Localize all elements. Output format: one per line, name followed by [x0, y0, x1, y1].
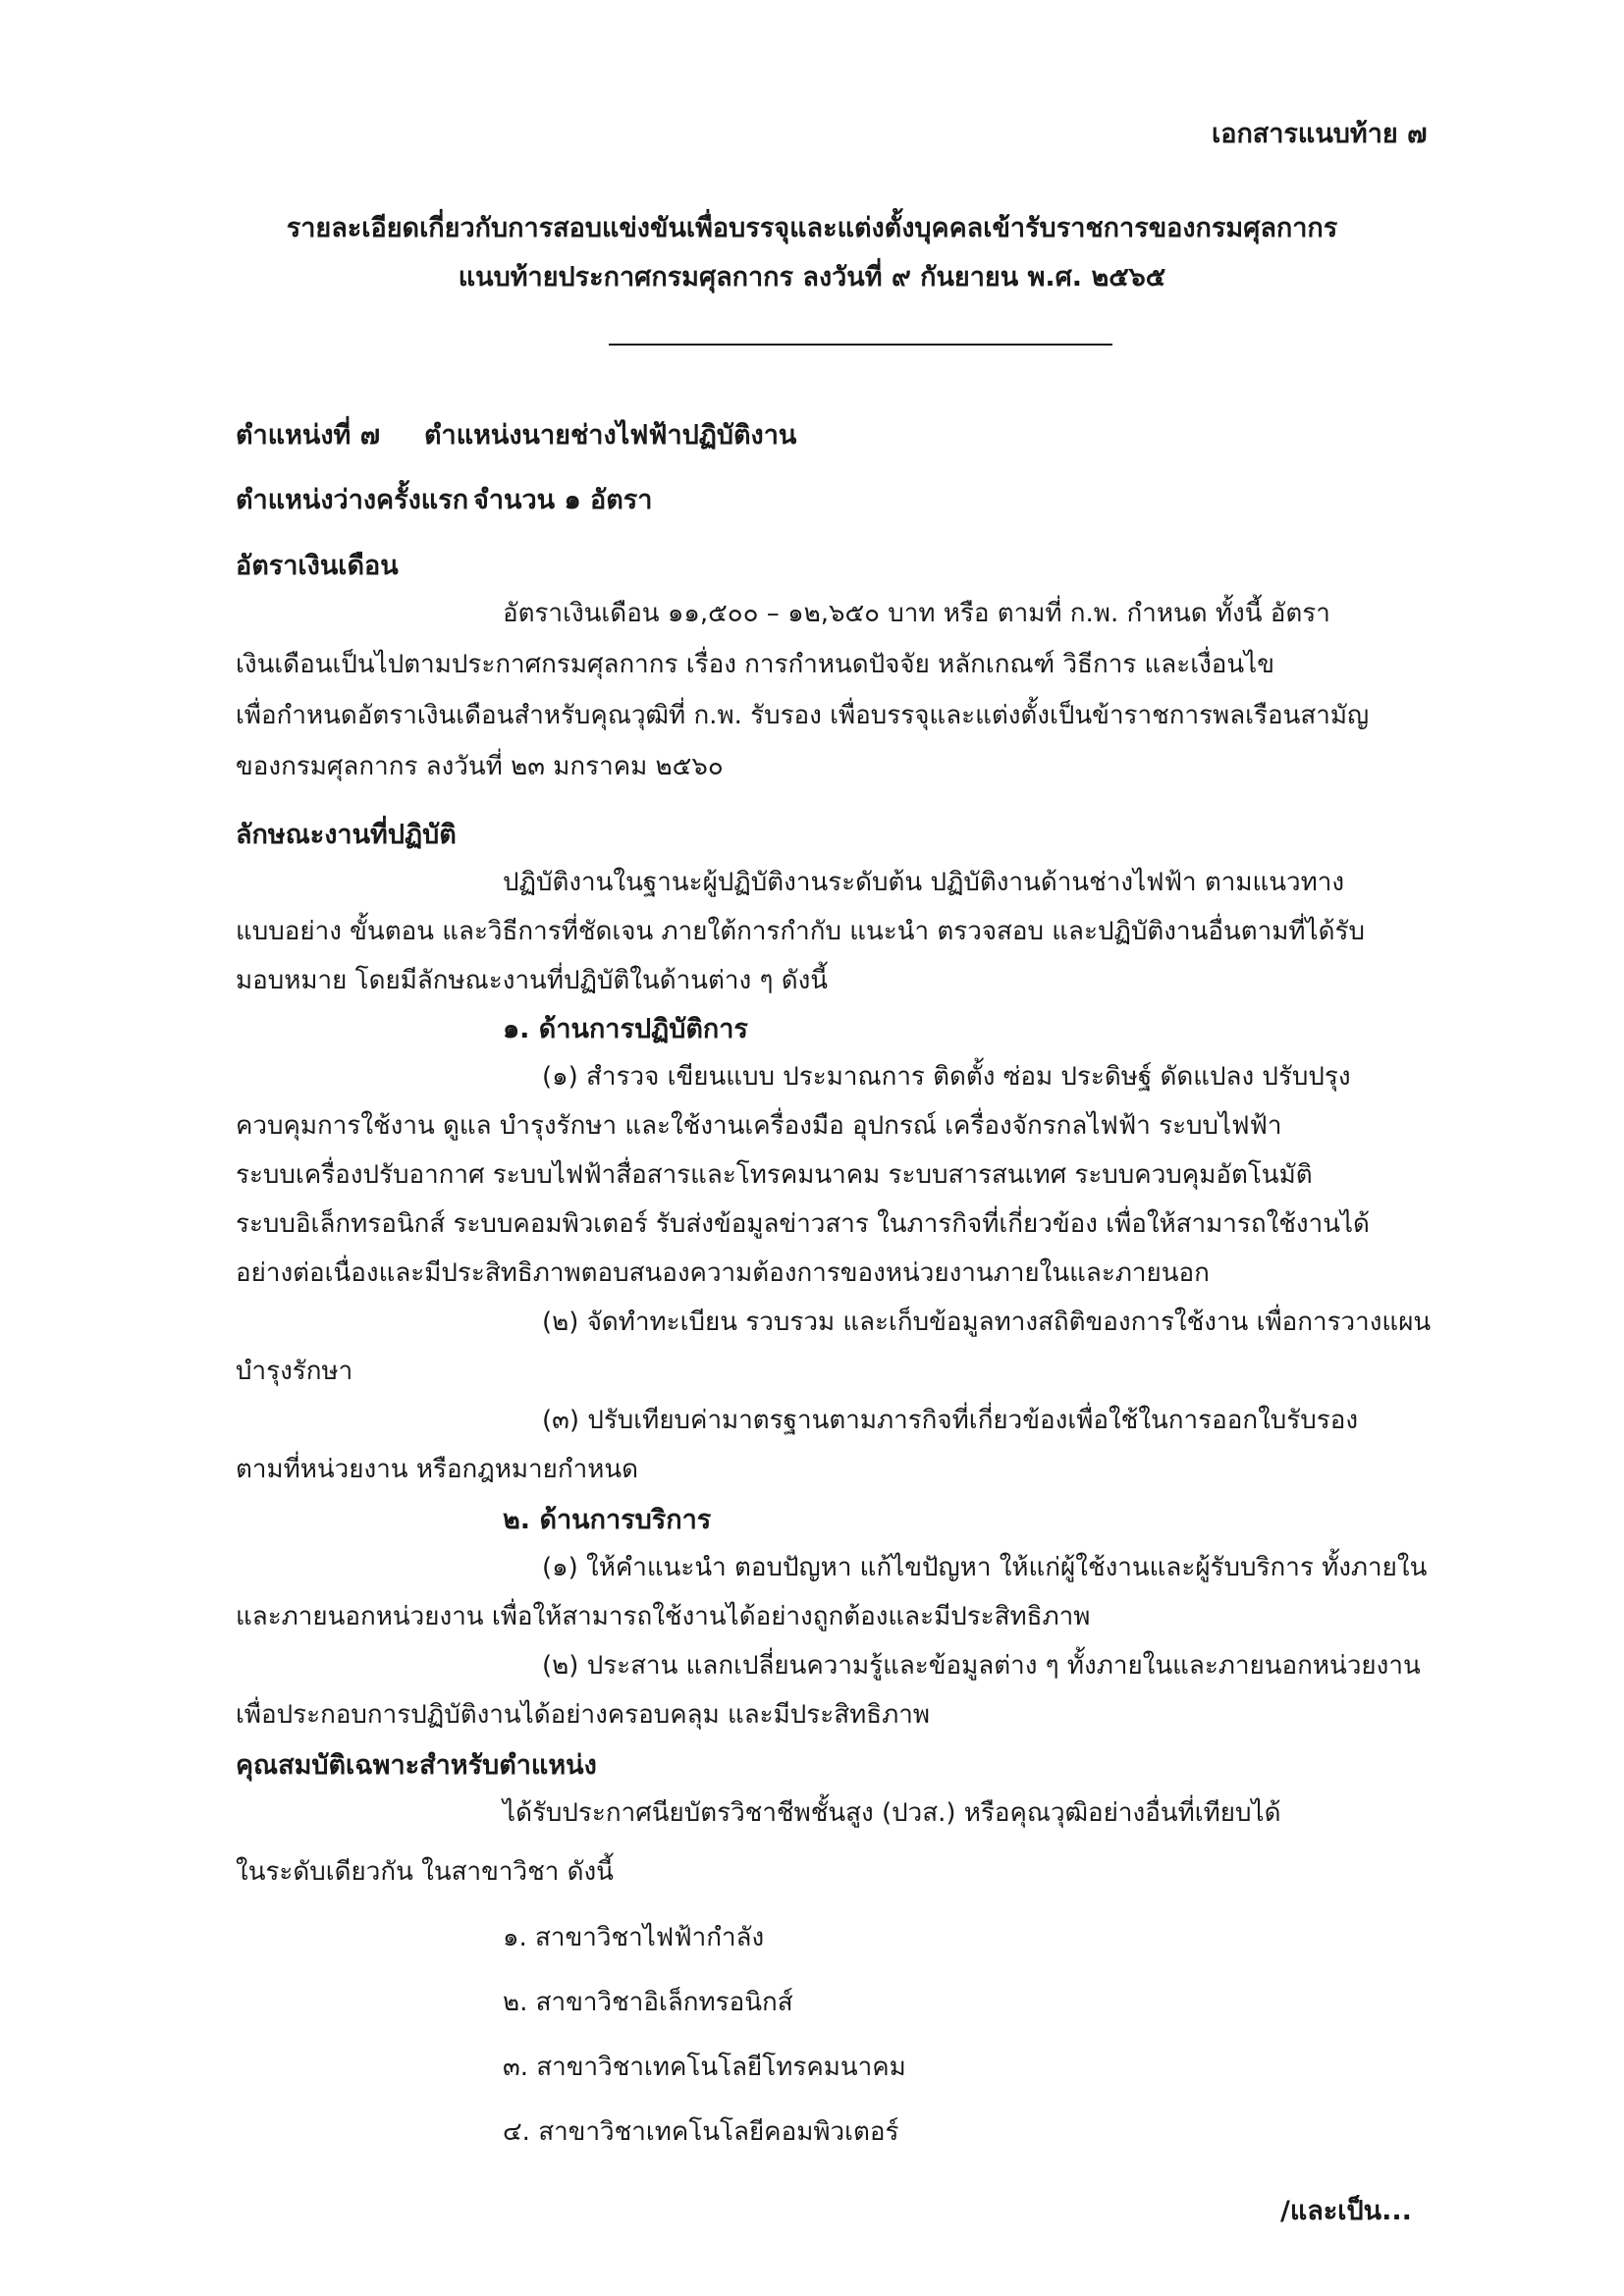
section-service-heading: ๒. ด้านการบริการ [503, 1505, 712, 1535]
qualifications-intro-line: ในระดับเดียวกัน ในสาขาวิชา ดังนี้ [236, 1857, 614, 1887]
qualification-field-item: ๓. สาขาวิชาเทคโนโลยีโทรคมนาคม [503, 2053, 906, 2082]
document-title-line-2: แนบท้ายประกาศกรมศุลกากร ลงวันที่ ๙ กันยายน พ.ศ. ๒๕๖๕ [458, 262, 1166, 293]
continuation-marker: /และเป็น... [1280, 2196, 1412, 2226]
salary-line: ของกรมศุลกากร ลงวันที่ ๒๓ มกราคม ๒๕๖๐ [236, 752, 724, 781]
duties-intro-line: ปฏิบัติงานในฐานะผู้ปฏิบัติงานระดับต้น ปฏิบัติงานด้านช่างไฟฟ้า ตามแนวทาง [503, 868, 1345, 897]
document-title-line-1: รายละเอียดเกี่ยวกับการสอบแข่งขันเพื่อบรรจุและแต่งตั้งบุคคลเข้ารับราชการของกรมศุลกากร [286, 213, 1338, 243]
operations-item-1-line: อย่างต่อเนื่องและมีประสิทธิภาพตอบสนองความต้องการของหน่วยงานภายในและภายนอก [236, 1258, 1210, 1288]
service-item-1-line: และภายนอกหน่วยงาน เพื่อให้สามารถใช้งานได้อย่างถูกต้องและมีประสิทธิภาพ [236, 1602, 1091, 1631]
service-item-2-line: (๒) ประสาน แลกเปลี่ยนความรู้และข้อมูลต่าง ๆ ทั้งภายในและภายนอกหน่วยงาน [542, 1651, 1421, 1681]
operations-item-1-line: ระบบอิเล็กทรอนิกส์ ระบบคอมพิวเตอร์ รับส่งข้อมูลข่าวสาร ในภารกิจที่เกี่ยวข้อง เพื่อให้สามารถใช้งานได้ [236, 1209, 1370, 1239]
operations-item-1-line: (๑) สำรวจ เขียนแบบ ประมาณการ ติดตั้ง ซ่อม ประดิษฐ์ ดัดแปลง ปรับปรุง [542, 1062, 1351, 1092]
duties-intro-line: มอบหมาย โดยมีลักษณะงานที่ปฏิบัติในด้านต่าง ๆ ดังนี้ [236, 966, 829, 995]
vacancy-label: ตำแหน่งว่างครั้งแรก [236, 485, 469, 515]
qualifications-intro-line: ได้รับประกาศนียบัตรวิชาชีพชั้นสูง (ปวส.) หรือคุณวุฒิอย่างอื่นที่เทียบได้ [503, 1798, 1281, 1828]
qualification-field-item: ๒. สาขาวิชาอิเล็กทรอนิกส์ [503, 1988, 793, 2017]
position-number: ตำแหน่งที่ ๗ [236, 420, 381, 451]
operations-item-1-line: ควบคุมการใช้งาน ดูแล บำรุงรักษา และใช้งานเครื่องมือ อุปกรณ์ เครื่องจักรกลไฟฟ้า ระบบไฟฟ้า [236, 1111, 1282, 1141]
salary-line: อัตราเงินเดือน ๑๑,๕๐๐ – ๑๒,๖๕๐ บาท หรือ ตามที่ ก.พ. กำหนด ทั้งนี้ อัตรา [503, 599, 1330, 628]
annex-label: เอกสารแนบท้าย ๗ [1212, 119, 1428, 149]
operations-item-3-line: ตามที่หน่วยงาน หรือกฎหมายกำหนด [236, 1455, 639, 1484]
vacancy-count: จำนวน ๑ อัตรา [473, 485, 653, 515]
operations-item-1-line: ระบบเครื่องปรับอากาศ ระบบไฟฟ้าสื่อสารและโทรคมนาคม ระบบสารสนเทศ ระบบควบคุมอัตโนมัติ [236, 1160, 1313, 1190]
duties-intro-line: แบบอย่าง ขั้นตอน และวิธีการที่ชัดเจน ภายใต้การกำกับ แนะนำ ตรวจสอบ และปฏิบัติงานอื่นตามที่ได้รับ [236, 917, 1365, 946]
operations-item-3-line: (๓) ปรับเทียบค่ามาตรฐานตามภารกิจที่เกี่ยวข้องเพื่อใช้ในการออกใบรับรอง [542, 1406, 1359, 1435]
qualification-field-item: ๑. สาขาวิชาไฟฟ้ากำลัง [503, 1923, 765, 1952]
service-item-2-line: เพื่อประกอบการปฏิบัติงานได้อย่างครอบคลุม และมีประสิทธิภาพ [236, 1700, 930, 1730]
qualification-field-item: ๔. สาขาวิชาเทคโนโลยีคอมพิวเตอร์ [503, 2117, 899, 2147]
salary-line: เงินเดือนเป็นไปตามประกาศกรมศุลกากร เรื่อง การกำหนดปัจจัย หลักเกณฑ์ วิธีการ และเงื่อนไข [236, 650, 1275, 679]
operations-item-2-line: บำรุงรักษา [236, 1357, 353, 1386]
salary-heading: อัตราเงินเดือน [236, 551, 399, 581]
section-operations-heading: ๑. ด้านการปฏิบัติการ [503, 1014, 748, 1044]
qualifications-heading: คุณสมบัติเฉพาะสำหรับตำแหน่ง [236, 1750, 597, 1781]
position-name: ตำแหน่งนายช่างไฟฟ้าปฏิบัติงาน [424, 420, 797, 451]
operations-item-2-line: (๒) จัดทำทะเบียน รวบรวม และเก็บข้อมูลทางสถิติของการใช้งาน เพื่อการวางแผน [542, 1308, 1432, 1337]
duties-heading: ลักษณะงานที่ปฏิบัติ [236, 820, 457, 850]
salary-line: เพื่อกำหนดอัตราเงินเดือนสำหรับคุณวุฒิที่ ก.พ. รับรอง เพื่อบรรจุและแต่งตั้งเป็นข้าราชการพลเรือนสามัญ [236, 701, 1370, 730]
service-item-1-line: (๑) ให้คำแนะนำ ตอบปัญหา แก้ไขปัญหา ให้แก่ผู้ใช้งานและผู้รับบริการ ทั้งภายใน [542, 1553, 1428, 1582]
title-divider [609, 344, 1112, 346]
